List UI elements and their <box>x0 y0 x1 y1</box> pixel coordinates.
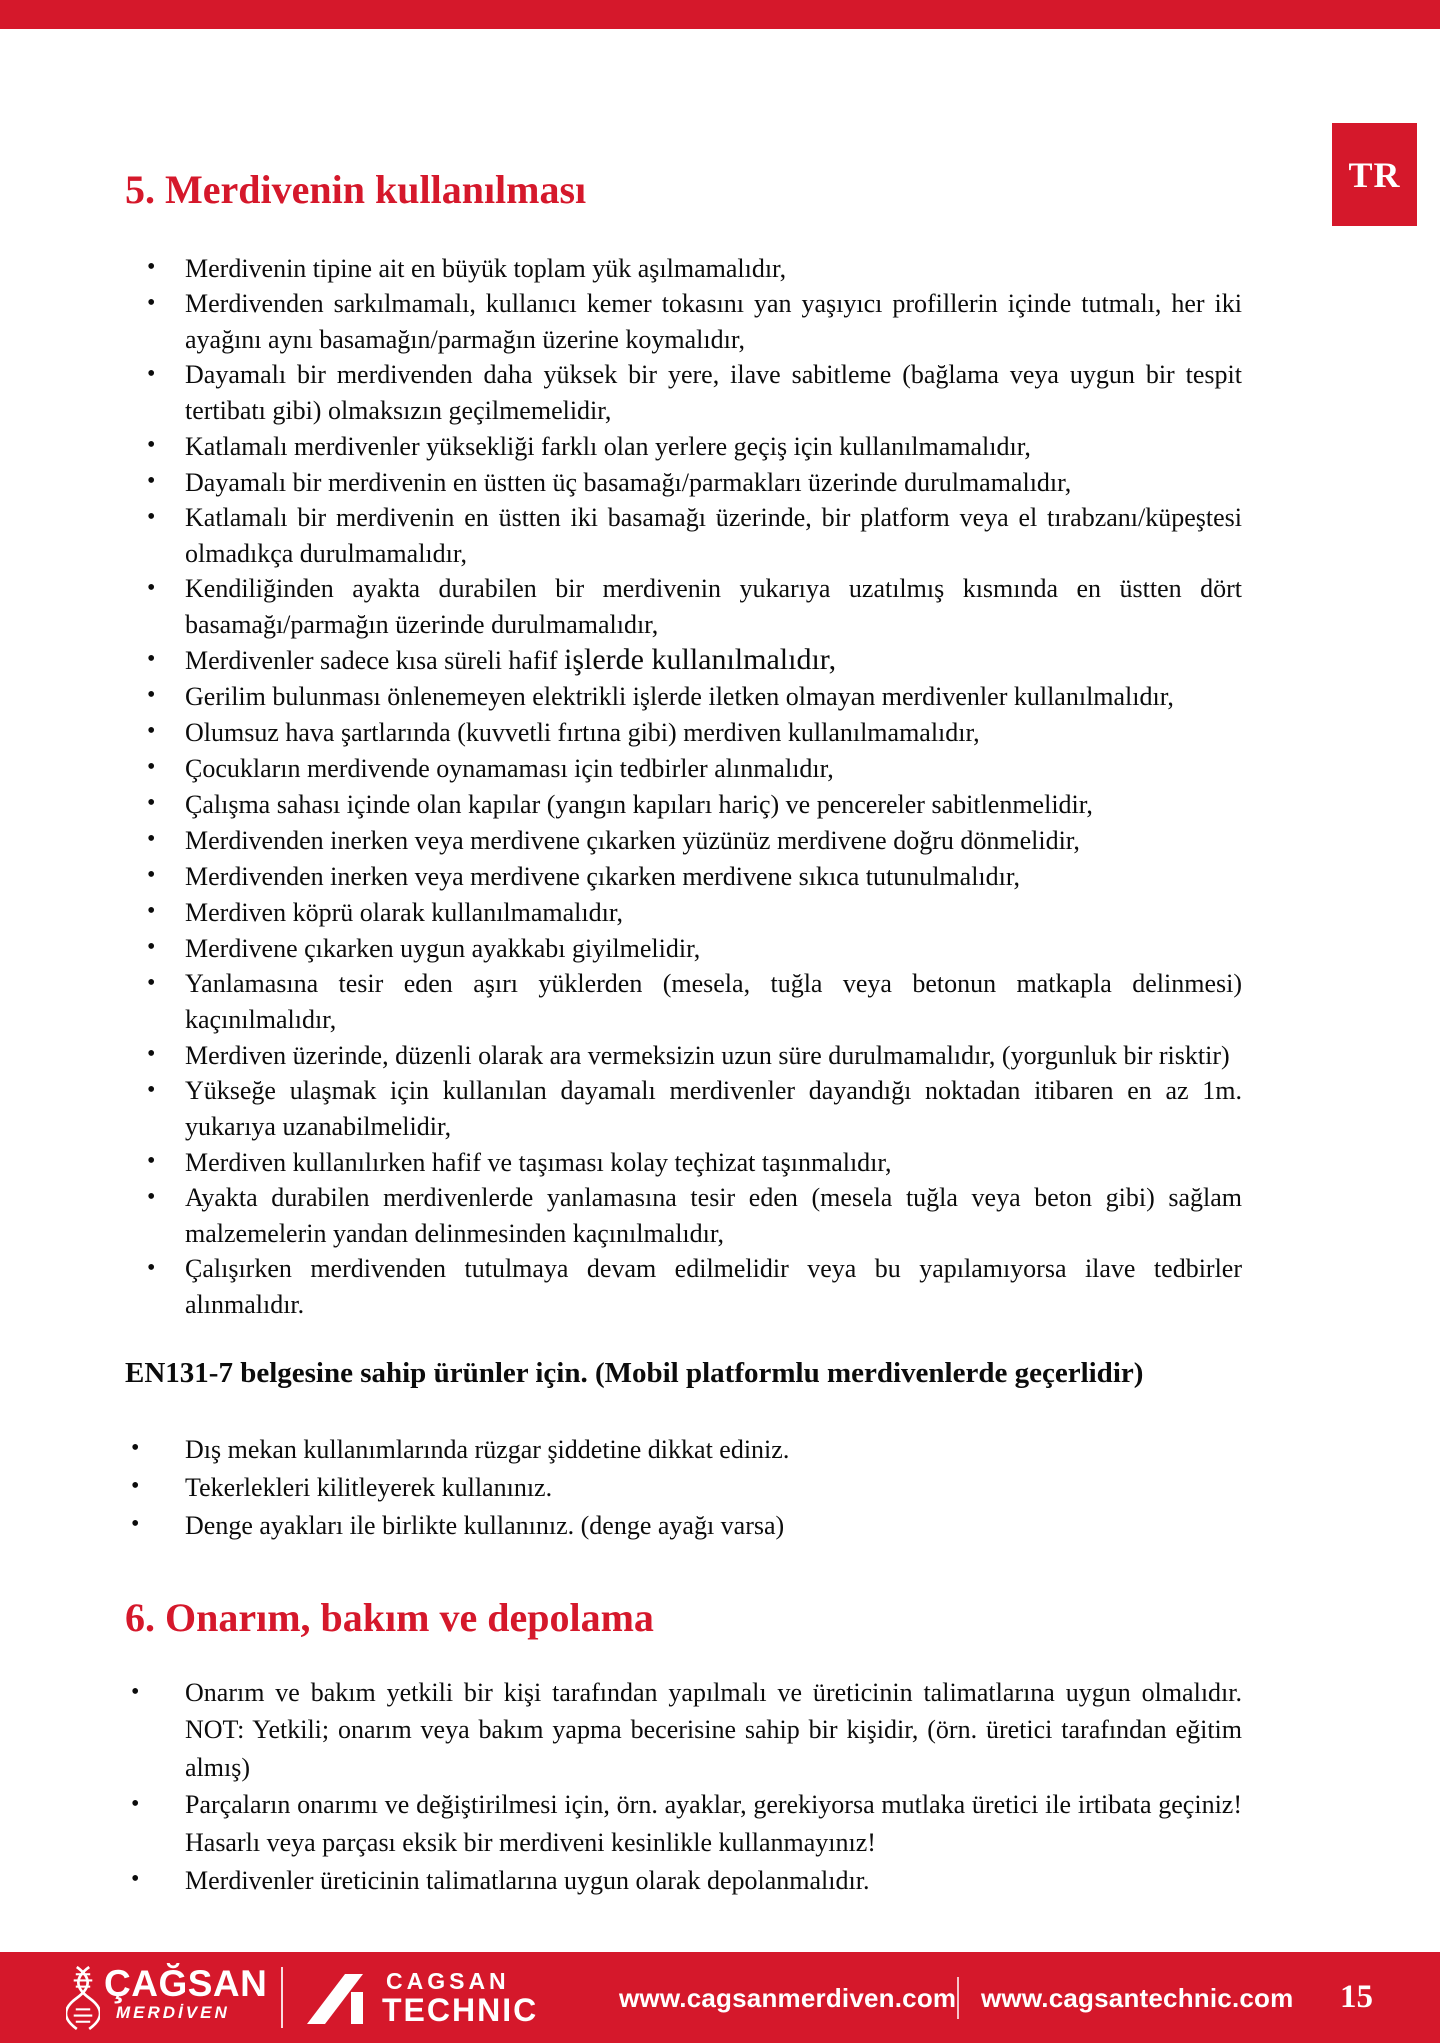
list-item-text: Merdivenden sarkılmamalı, kullanıcı kemer tokasını yan yaşıyıcı profillerin içinde tutmalı, her iki ayağını aynı basamağın/parmağın üzerine koymalıdır, <box>185 289 1242 354</box>
bullet-icon: • <box>147 646 156 672</box>
use-bullet-list <box>147 250 1242 1322</box>
list-item-text: Onarım ve bakım yetkili bir kişi tarafından yapılmalı ve üreticinin talimatlarına uygun olmalıdır. NOT: Yetkili; onarım veya bakım yapma becerisine sahip bir kişidir, (örn. üretici tarafından eğitim almış) <box>185 1678 1242 1782</box>
list-item <box>131 1786 1242 1861</box>
list-item <box>147 357 1242 428</box>
bullet-icon: • <box>131 1511 140 1537</box>
list-item <box>147 894 1242 930</box>
footer-url-divider <box>957 1977 959 2019</box>
language-tab <box>1332 123 1417 226</box>
list-item <box>147 1180 1242 1251</box>
list-item <box>131 1468 1242 1506</box>
list-item-text: Merdivenler sadece kısa süreli hafif <box>185 646 565 675</box>
merdiven-website-url: www.cagsanmerdiven.com <box>619 1983 957 2013</box>
list-item-text: Olumsuz hava şartlarında (kuvvetli fırtına gibi) merdiven kullanılmamalıdır, <box>185 718 980 747</box>
list-item <box>147 858 1242 894</box>
list-item <box>147 966 1242 1037</box>
cagsan-technic-icon <box>305 1970 367 2031</box>
list-item <box>147 678 1242 714</box>
bullet-icon: • <box>131 1435 140 1461</box>
cagsan-merdiven-logo <box>104 1965 267 2023</box>
bullet-icon: • <box>147 1077 156 1103</box>
list-item-text: Yükseğe ulaşmak için kullanılan dayamalı merdivenler dayandığı noktadan itibaren en az 1m. yukarıya uzanabilmelidir, <box>185 1076 1242 1141</box>
language-tab-label: TR <box>1348 154 1401 195</box>
bullet-icon: • <box>147 1148 156 1174</box>
list-item-text: Denge ayakları ile birlikte kullanınız. (denge ayağı varsa) <box>185 1511 785 1540</box>
list-item-text: Merdivenden inerken veya merdivene çıkarken yüzünüz merdivene doğru dönmelidir, <box>185 826 1080 855</box>
list-item-text: Dayamalı bir merdivenden daha yüksek bir yere, ilave sabitleme (bağlama veya uygun bir tespit tertibatı gibi) olmaksızın geçilmemelidir, <box>185 360 1242 425</box>
bullet-icon: • <box>147 504 156 530</box>
bullet-icon: • <box>147 718 156 744</box>
merdiven-wordmark: MERDİVEN <box>116 2003 230 2022</box>
technic-website-url: www.cagsantechnic.com <box>981 1983 1294 2013</box>
bullet-icon: • <box>147 361 156 387</box>
list-item-text: Tekerlekleri kilitleyerek kullanınız. <box>185 1473 553 1502</box>
en131-bullet-list <box>131 1430 1242 1544</box>
dna-helix-icon <box>66 1966 100 2035</box>
list-item <box>147 250 1242 286</box>
list-item-text: Çalışırken merdivenden tutulmaya devam edilmelidir veya bu yapılamıyorsa ilave tedbirler alınmalıdır. <box>185 1254 1242 1319</box>
list-item-text: Kendiliğinden ayakta durabilen bir merdivenin yukarıya uzatılmış kısmında en üstten dört basamağı/parmağın üzerinde durulmamalıdır, <box>185 574 1242 639</box>
bullet-icon: • <box>147 575 156 601</box>
bullet-icon: • <box>147 862 156 888</box>
bullet-icon: • <box>147 1255 156 1281</box>
bullet-icon: • <box>147 754 156 780</box>
cagsan-technic-top-wordmark: CAGSAN <box>386 1968 510 1994</box>
footer-divider <box>281 1967 283 2028</box>
list-item <box>147 786 1242 822</box>
bullet-icon: • <box>131 1679 140 1705</box>
list-item <box>147 642 1242 678</box>
list-item-text: Çalışma sahası içinde olan kapılar (yangın kapıları hariç) ve pencereler sabitlenmelidir, <box>185 790 1093 819</box>
list-item-text: Merdivenin tipine ait en büyük toplam yük aşılmamalıdır, <box>185 254 787 283</box>
list-item-text: Merdivenden inerken veya merdivene çıkarken merdivene sıkıca tutunulmalıdır, <box>185 862 1020 891</box>
list-item <box>147 714 1242 750</box>
list-item-text: Gerilim bulunması önlenemeyen elektrikli işlerde iletken olmayan merdivenler kullanılmalıdır, <box>185 682 1174 711</box>
bullet-icon: • <box>147 970 156 996</box>
cagsan-wordmark: ÇAĞSAN <box>104 1963 268 2004</box>
list-item-text: Parçaların onarımı ve değiştirilmesi için, örn. ayaklar, gerekiyorsa mutlaka üretici ile irtibata geçiniz! Hasarlı veya parçası eksik bir merdiveni kesinlikle kullanmayınız! <box>185 1790 1242 1857</box>
bullet-icon: • <box>147 432 156 458</box>
list-item <box>147 286 1242 357</box>
bullet-icon: • <box>131 1473 140 1499</box>
list-item <box>131 1430 1242 1468</box>
list-item <box>147 1251 1242 1322</box>
list-item <box>147 930 1242 966</box>
footer-bar <box>0 1952 1440 2043</box>
list-item-text: Merdiven üzerinde, düzenli olarak ara vermeksizin uzun süre durulmamalıdır, (yorgunluk bir risktir) <box>185 1041 1230 1070</box>
bullet-icon: • <box>147 682 156 708</box>
list-item <box>147 428 1242 464</box>
list-item <box>147 1144 1242 1180</box>
bullet-icon: • <box>147 468 156 494</box>
list-item <box>147 822 1242 858</box>
list-item-text: Katlamalı bir merdivenin en üstten iki basamağı üzerinde, bir platform veya el tırabzanı/küpeştesi olmadıkça durulmamalıdır, <box>185 503 1242 568</box>
bullet-icon: • <box>147 1041 156 1067</box>
bullet-icon: • <box>147 1184 156 1210</box>
list-item <box>147 500 1242 571</box>
bullet-icon: • <box>147 826 156 852</box>
cagsan-technic-bottom-wordmark: TECHNIC <box>382 1992 539 2028</box>
list-item-text: Merdiven köprü olarak kullanılmamalıdır, <box>185 898 623 927</box>
bullet-icon: • <box>147 790 156 816</box>
list-item-text-large: işlerde kullanılmalıdır, <box>564 643 837 676</box>
bullet-icon: • <box>147 898 156 924</box>
bullet-icon: • <box>147 290 156 316</box>
bullet-icon: • <box>131 1791 140 1817</box>
list-item-text: Merdiven kullanılırken hafif ve taşıması kolay teçhizat taşınmalıdır, <box>185 1148 892 1177</box>
top-accent-bar <box>0 0 1440 29</box>
list-item-text: Dayamalı bir merdivenin en üstten üç basamağı/parmakları üzerinde durulmamalıdır, <box>185 468 1072 497</box>
list-item-text: Ayakta durabilen merdivenlerde yanlamasına tesir eden (mesela tuğla veya beton gibi) sağlam malzemelerin yandan delinmesinden kaçınılmalıdır, <box>185 1183 1242 1248</box>
list-item-text: Merdivene çıkarken uygun ayakkabı giyilmelidir, <box>185 934 701 963</box>
bullet-icon: • <box>147 934 156 960</box>
list-item <box>147 1073 1242 1144</box>
list-item <box>147 1037 1242 1073</box>
en131-heading: EN131-7 belgesine sahip ürünler için. (Mobil platformlu merdivenlerde geçerlidir) <box>125 1357 1144 1389</box>
maintenance-bullet-list <box>131 1674 1242 1899</box>
list-item-text: Merdivenler üreticinin talimatlarına uygun olarak depolanmalıdır. <box>185 1866 870 1895</box>
bullet-icon: • <box>147 254 156 280</box>
page-number: 15 <box>1340 1979 1373 2015</box>
list-item-text: Yanlamasına tesir eden aşırı yüklerden (mesela, tuğla veya betonun matkapla delinmesi) kaçınılmalıdır, <box>185 969 1242 1034</box>
list-item <box>131 1506 1242 1544</box>
cagsan-technic-logo <box>382 1968 538 2026</box>
bullet-icon: • <box>131 1866 140 1892</box>
list-item-text: Çocukların merdivende oynamaması için tedbirler alınmalıdır, <box>185 754 834 783</box>
list-item <box>131 1861 1242 1899</box>
list-item <box>147 464 1242 500</box>
section-title-maintenance: 6. Onarım, bakım ve depolama <box>125 1595 654 1640</box>
list-item-text: Katlamalı merdivenler yüksekliği farklı olan yerlere geçiş için kullanılmamalıdır, <box>185 432 1031 461</box>
section-title-use: 5. Merdivenin kullanılması <box>125 167 587 212</box>
list-item <box>147 750 1242 786</box>
list-item <box>147 571 1242 642</box>
list-item-text: Dış mekan kullanımlarında rüzgar şiddetine dikkat ediniz. <box>185 1435 790 1464</box>
list-item <box>131 1674 1242 1786</box>
